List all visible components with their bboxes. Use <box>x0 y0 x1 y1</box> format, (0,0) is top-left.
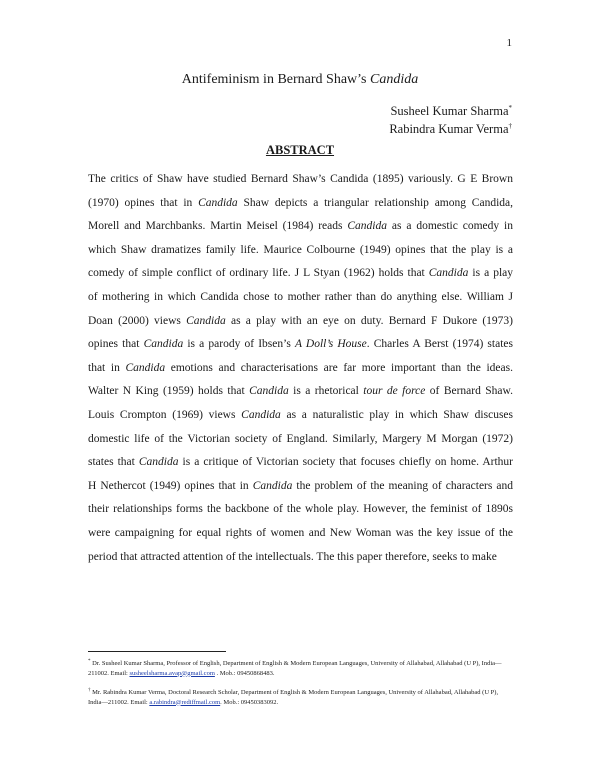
footnote-tail: . Mob.: 09450868483. <box>214 669 275 677</box>
italic-text: Candida <box>428 267 469 280</box>
italic-text: Candida <box>241 408 281 421</box>
text-segment: Morell and Marchbanks. Martin Meisel (1984) reads <box>88 220 348 233</box>
footnote-text: Mr. Rabindra Kumar Verma, Doctoral Research Scholar, Department of English & Modern European Languages, University of Allahabad, Allahabad (U P), India—211002. Email: <box>88 689 499 706</box>
abstract-line <box>88 475 513 499</box>
text-segment: as a domestic comedy in <box>386 220 513 233</box>
text-segment: which Shaw dramatizes family life. Maurice Colbourne (1949) opines that the play is a <box>88 243 513 256</box>
email-link[interactable]: susheelsharma.avap@gmail.com <box>129 669 215 677</box>
text-segment: as a play with an eye on duty. Bernard F Dukore (1973) <box>225 314 513 327</box>
text-segment: is a rhetorical <box>288 385 364 398</box>
italic-text: A Doll’s House <box>294 338 367 351</box>
email-link[interactable]: a.rabindra@rediffmail.com <box>149 698 221 706</box>
text-segment: as a naturalistic play in which Shaw discuses <box>280 408 513 421</box>
text-segment: is a parody of Ibsen’s <box>183 338 295 351</box>
abstract-line <box>88 192 513 216</box>
author-footnote-mark: * <box>508 104 512 112</box>
footnotes <box>88 657 513 715</box>
text-segment: emotions and characterisations are far more important than the ideas. <box>165 361 513 374</box>
text-segment: H Nethercot (1949) opines that in <box>88 479 253 492</box>
abstract-line <box>88 380 513 404</box>
abstract-line <box>88 310 513 334</box>
text-segment: their relationships forms the backbone of the whole play. However, the feminist of 1890s <box>88 503 513 516</box>
italic-text: Candida <box>143 338 184 351</box>
abstract-line <box>88 262 513 286</box>
text-segment: . Charles A Berst (1974) states <box>366 338 513 351</box>
title-text: Antifeminism in Bernard Shaw’s <box>181 72 370 87</box>
page-number: 1 <box>506 37 512 49</box>
abstract-line <box>88 404 513 428</box>
italic-text: Candida <box>125 361 166 374</box>
italic-text: Candida <box>198 196 238 209</box>
text-segment: were campaigning for equal rights of women and New Woman was the key issue of the <box>88 526 513 539</box>
text-segment: Louis Crompton (1969) views <box>88 408 242 421</box>
footnote-1 <box>88 657 513 678</box>
author-name: Susheel Kumar Sharma <box>390 104 509 118</box>
text-segment: comedy of simple conflict of ordinary life. J L Styan (1962) holds that <box>88 267 429 280</box>
title-italic: Candida <box>369 72 419 87</box>
text-segment: The critics of Shaw have studied Bernard Shaw’s Candida (1895) variously. G E Brown <box>88 173 513 185</box>
author-name: Rabindra Kumar Verma <box>389 122 509 136</box>
text-segment: Doan (2000) views <box>88 314 187 327</box>
text-segment: (1970) opines that in <box>88 196 199 209</box>
footnote-mark: † <box>88 688 91 693</box>
footnote-mark: * <box>88 659 91 664</box>
text-segment: the problem of the meaning of characters and <box>292 479 513 492</box>
text-segment: opines that <box>88 338 144 351</box>
abstract-line <box>88 239 513 263</box>
footnote-tail: . Mob.: 09450383092. <box>220 698 279 706</box>
abstract-line <box>88 286 513 310</box>
abstract-line <box>88 215 513 239</box>
abstract-line <box>88 168 513 192</box>
text-segment: is a play <box>468 267 513 280</box>
italic-text: tour de force <box>363 385 426 398</box>
abstract-heading: ABSTRACT <box>265 143 335 157</box>
author-footnote-mark: † <box>508 122 512 130</box>
text-segment: that in <box>88 361 126 374</box>
abstract-line <box>88 522 513 546</box>
abstract-body <box>88 168 513 569</box>
text-segment: is a critique of Victorian society that focuses chiefly on home. Arthur <box>178 456 513 469</box>
italic-text: Candida <box>186 314 226 327</box>
text-segment: period that attracted attention of the intellectuals. The this paper therefore, seeks to make <box>88 550 497 563</box>
text-segment: states that <box>88 456 139 469</box>
author-1 <box>389 101 512 119</box>
footnote-text: Dr. Susheel Kumar Sharma, Professor of English, Department of English & Modern European Languages, University of Allahabad, Allahabad (U P), India—211002. Email: <box>88 660 502 677</box>
text-segment: domestic life of the Victorian society of England. Similarly, Margery M Morgan (1972) <box>88 432 513 445</box>
text-segment: of mothering in which Candida chose to mother rather than do anything else. William J <box>88 290 513 303</box>
footnote-divider <box>88 651 226 652</box>
text-segment: Shaw depicts a triangular relationship among Candida, <box>237 196 513 209</box>
abstract-line <box>88 546 513 570</box>
text-segment: of Bernard Shaw. <box>425 385 513 398</box>
italic-text: Candida <box>252 479 293 492</box>
italic-text: Candida <box>347 220 387 233</box>
abstract-line <box>88 498 513 522</box>
author-block <box>389 101 512 137</box>
abstract-line <box>88 428 513 452</box>
text-segment: Walter N King (1959) holds that <box>88 385 250 398</box>
abstract-line <box>88 357 513 381</box>
italic-text: Candida <box>249 385 289 398</box>
abstract-line <box>88 333 513 357</box>
author-2 <box>389 119 512 137</box>
italic-text: Candida <box>138 456 179 469</box>
abstract-line <box>88 451 513 475</box>
footnote-2 <box>88 686 513 707</box>
paper-title <box>0 72 600 88</box>
